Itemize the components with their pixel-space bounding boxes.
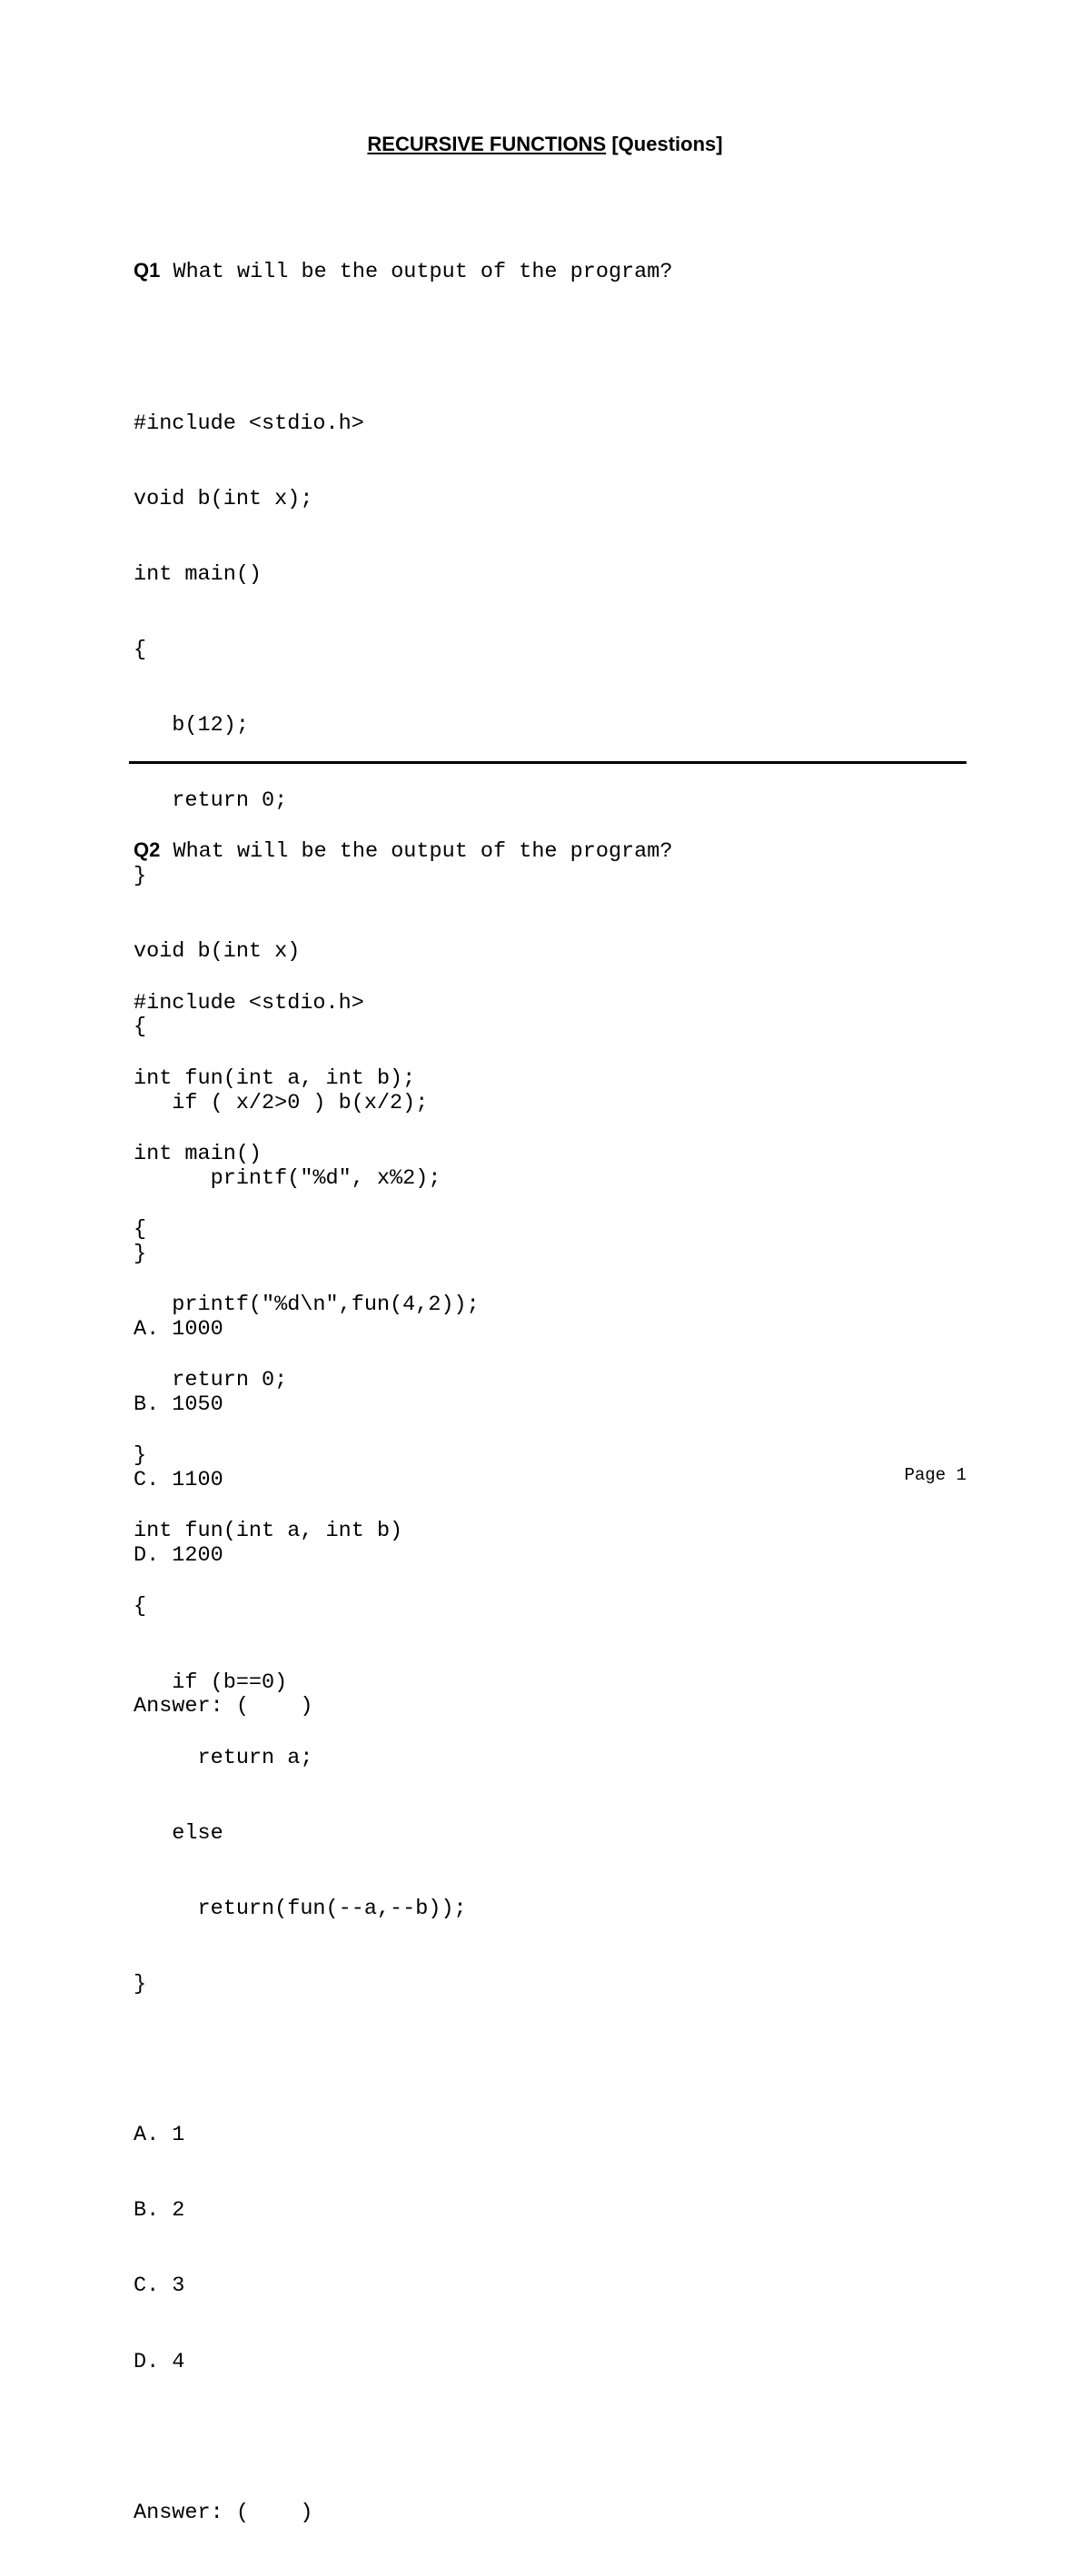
spacer: [134, 916, 672, 941]
code-line: else: [134, 1820, 223, 1846]
answer-blank: Answer: ( ): [134, 1694, 313, 1719]
code-line: int main(): [134, 1141, 263, 1166]
option-d: D. 1200: [134, 1543, 223, 1569]
title-suffix: [Questions]: [611, 133, 723, 155]
code-line: }: [134, 864, 147, 889]
spacer: [134, 336, 672, 362]
option-c: C. 1100: [134, 1468, 223, 1493]
answer-blank: Answer: ( ): [134, 2500, 313, 2525]
question-1-header: [134, 258, 672, 285]
code-line: int fun(int a, int b);: [134, 1065, 416, 1091]
question-2-number: Q2: [134, 838, 161, 862]
page-title: [0, 133, 1090, 156]
code-line: }: [134, 1241, 147, 1266]
code-line: void b(int x);: [134, 486, 313, 511]
option-d: D. 4: [134, 2349, 185, 2374]
code-line: if ( x/2>0 ) b(x/2);: [134, 1090, 429, 1115]
question-2-header: [134, 837, 672, 865]
option-a: A. 1: [134, 2123, 185, 2148]
code-line: {: [134, 1216, 147, 1242]
code-line: }: [134, 1443, 147, 1469]
option-b: B. 1050: [134, 1392, 223, 1418]
code-line: b(12);: [134, 713, 249, 738]
code-line: return a;: [134, 1745, 313, 1770]
code-line: void b(int x): [134, 939, 301, 965]
code-line: }: [134, 1972, 147, 1997]
question-2: [134, 788, 672, 2576]
question-2-prompt: What will be the output of the program?: [173, 839, 673, 865]
code-line: printf("%d\n",fun(4,2));: [134, 1293, 480, 1318]
code-line: #include <stdio.h>: [134, 411, 364, 436]
code-line: if (b==0): [134, 1669, 288, 1695]
code-line: return 0;: [134, 788, 288, 814]
option-b: B. 2: [134, 2198, 185, 2224]
code-line: {: [134, 1015, 147, 1040]
option-a: A. 1000: [134, 1316, 223, 1342]
code-line: int main(): [134, 561, 263, 587]
question-divider: [129, 761, 966, 764]
spacer: [134, 2425, 672, 2451]
code-line: printf("%d", x%2);: [134, 1165, 441, 1191]
code-line: return(fun(--a,--b));: [134, 1896, 467, 1921]
page-number: Page 1: [904, 1465, 966, 1485]
title-main: RECURSIVE FUNCTIONS: [367, 133, 607, 155]
question-1-number: Q1: [134, 259, 161, 282]
code-line: {: [134, 1594, 147, 1620]
spacer: [134, 2047, 672, 2073]
code-line: return 0;: [134, 1368, 288, 1393]
code-line: {: [134, 637, 147, 662]
code-line: int fun(int a, int b): [134, 1519, 403, 1544]
option-c: C. 3: [134, 2274, 185, 2299]
question-1-prompt: What will be the output of the program?: [173, 260, 673, 285]
code-line: #include <stdio.h>: [134, 990, 364, 1016]
